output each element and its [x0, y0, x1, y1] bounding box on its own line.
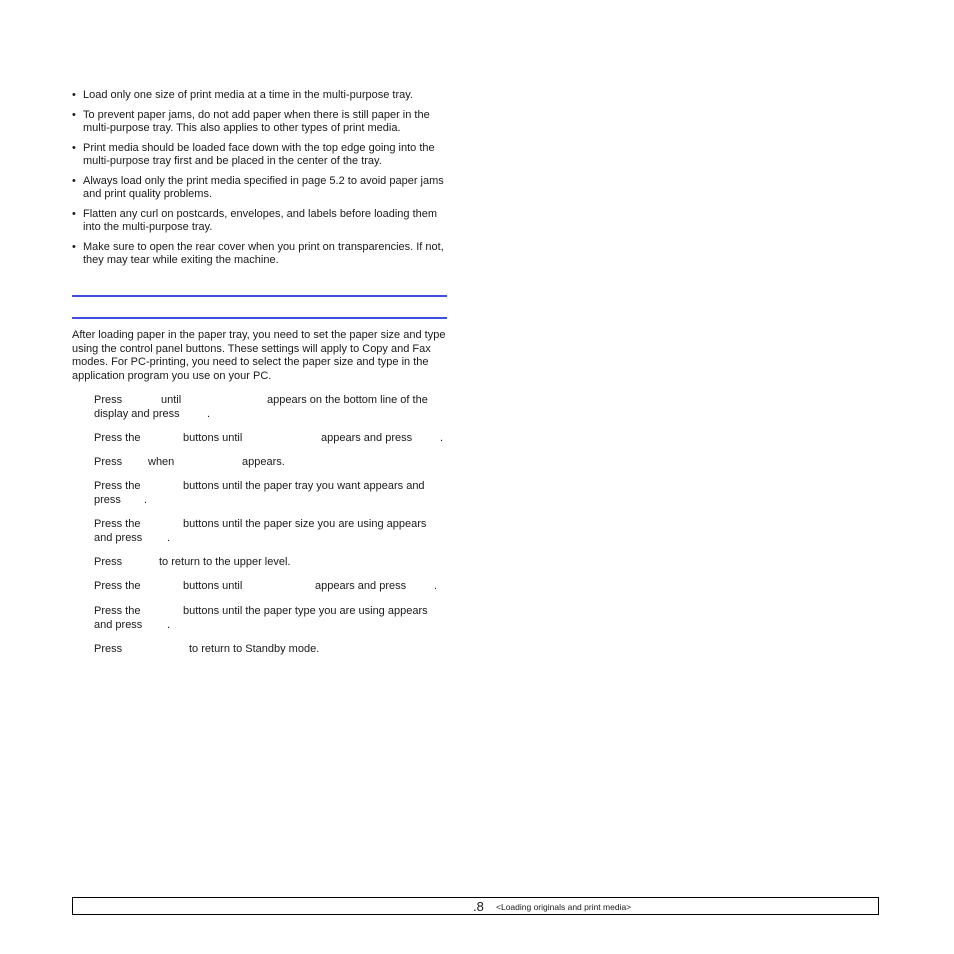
bullet-text: Flatten any curl on postcards, envelopes, and labels before loading them into the multi-purpose tray. — [83, 207, 438, 233]
step-text: to return to the upper level. — [159, 556, 291, 568]
step-text: Press the — [94, 480, 141, 492]
step-text: buttons until — [183, 580, 243, 592]
bullet-text: Always load only the print media specified in page 5.2 to avoid paper jams and print quality problems. — [83, 174, 444, 200]
section-rule-bottom — [72, 317, 447, 319]
step-text: Press — [94, 643, 123, 655]
bullet-mark: • — [72, 207, 76, 220]
step-text: buttons until the paper size you are using appears — [183, 518, 427, 530]
step-text: press — [94, 494, 121, 506]
step-text: Press the — [94, 605, 141, 617]
step-text: buttons until — [183, 432, 243, 444]
bullet-mark: • — [72, 108, 76, 121]
bullet-mark: • — [72, 89, 76, 101]
step-text: to return to Standby mode. — [189, 643, 320, 655]
step-3 — [94, 456, 448, 470]
step-text: . — [167, 532, 171, 544]
step-text: . — [144, 494, 148, 506]
bullet-mark: • — [72, 174, 76, 187]
bullet-text: Print media should be loaded face down with the top edge going into the multi-purpose tray first and be placed in the center of the tray. — [83, 141, 435, 167]
page-number: .8 — [473, 899, 484, 914]
intro-paragraph: After loading paper in the paper tray, you need to set the paper size and type using the control panel buttons. These settings will apply to Copy and Fax modes. For PC-printing, you need to select the paper size and type in the application program you use on your PC. — [72, 329, 446, 382]
step-text: . — [207, 408, 211, 420]
step-text: when — [148, 456, 175, 468]
tips-list — [72, 89, 452, 274]
bullet-text: Make sure to open the rear cover when you print on transparencies. If not, they may tear while exiting the machine. — [83, 240, 444, 266]
step-1 — [94, 394, 448, 422]
step-4 — [94, 480, 448, 508]
step-text: Press the — [94, 518, 141, 530]
list-item — [72, 208, 452, 235]
step-text: appears. — [242, 456, 285, 468]
page-footer — [72, 897, 879, 915]
step-text: Press — [94, 456, 123, 468]
list-item — [72, 89, 452, 103]
step-text: Press the — [94, 580, 141, 592]
step-text: . — [440, 432, 444, 444]
bullet-text: Load only one size of print media at a time in the multi-purpose tray. — [83, 89, 413, 101]
step-text: appears and press — [321, 432, 413, 444]
step-8 — [94, 605, 448, 633]
step-5 — [94, 518, 448, 546]
step-2 — [94, 432, 448, 446]
step-text: until — [161, 394, 182, 406]
step-7 — [94, 580, 448, 594]
step-text: display and press — [94, 408, 180, 420]
step-text: buttons until the paper type you are using appears — [183, 605, 428, 617]
list-item — [72, 241, 452, 268]
bullet-mark: • — [72, 240, 76, 253]
step-6 — [94, 556, 448, 570]
step-text: and press — [94, 619, 143, 631]
step-9 — [94, 643, 448, 657]
step-text: . — [167, 619, 171, 631]
step-text: Press the — [94, 432, 141, 444]
step-text: . — [434, 580, 438, 592]
list-item — [72, 142, 452, 169]
chapter-title: <Loading originals and print media> — [496, 902, 632, 912]
step-text: appears and press — [315, 580, 407, 592]
step-text: Press — [94, 556, 123, 568]
step-text: buttons until the paper tray you want appears and — [183, 480, 425, 492]
section-rule-top — [72, 295, 447, 297]
list-item — [72, 109, 452, 136]
step-text: appears on the bottom line of the — [267, 394, 428, 406]
step-text: and press — [94, 532, 143, 544]
bullet-text: To prevent paper jams, do not add paper when there is still paper in the multi-purpose tray. This also applies to other types of print media. — [83, 108, 430, 134]
bullet-mark: • — [72, 141, 76, 154]
list-item — [72, 175, 452, 202]
step-text: Press — [94, 394, 123, 406]
